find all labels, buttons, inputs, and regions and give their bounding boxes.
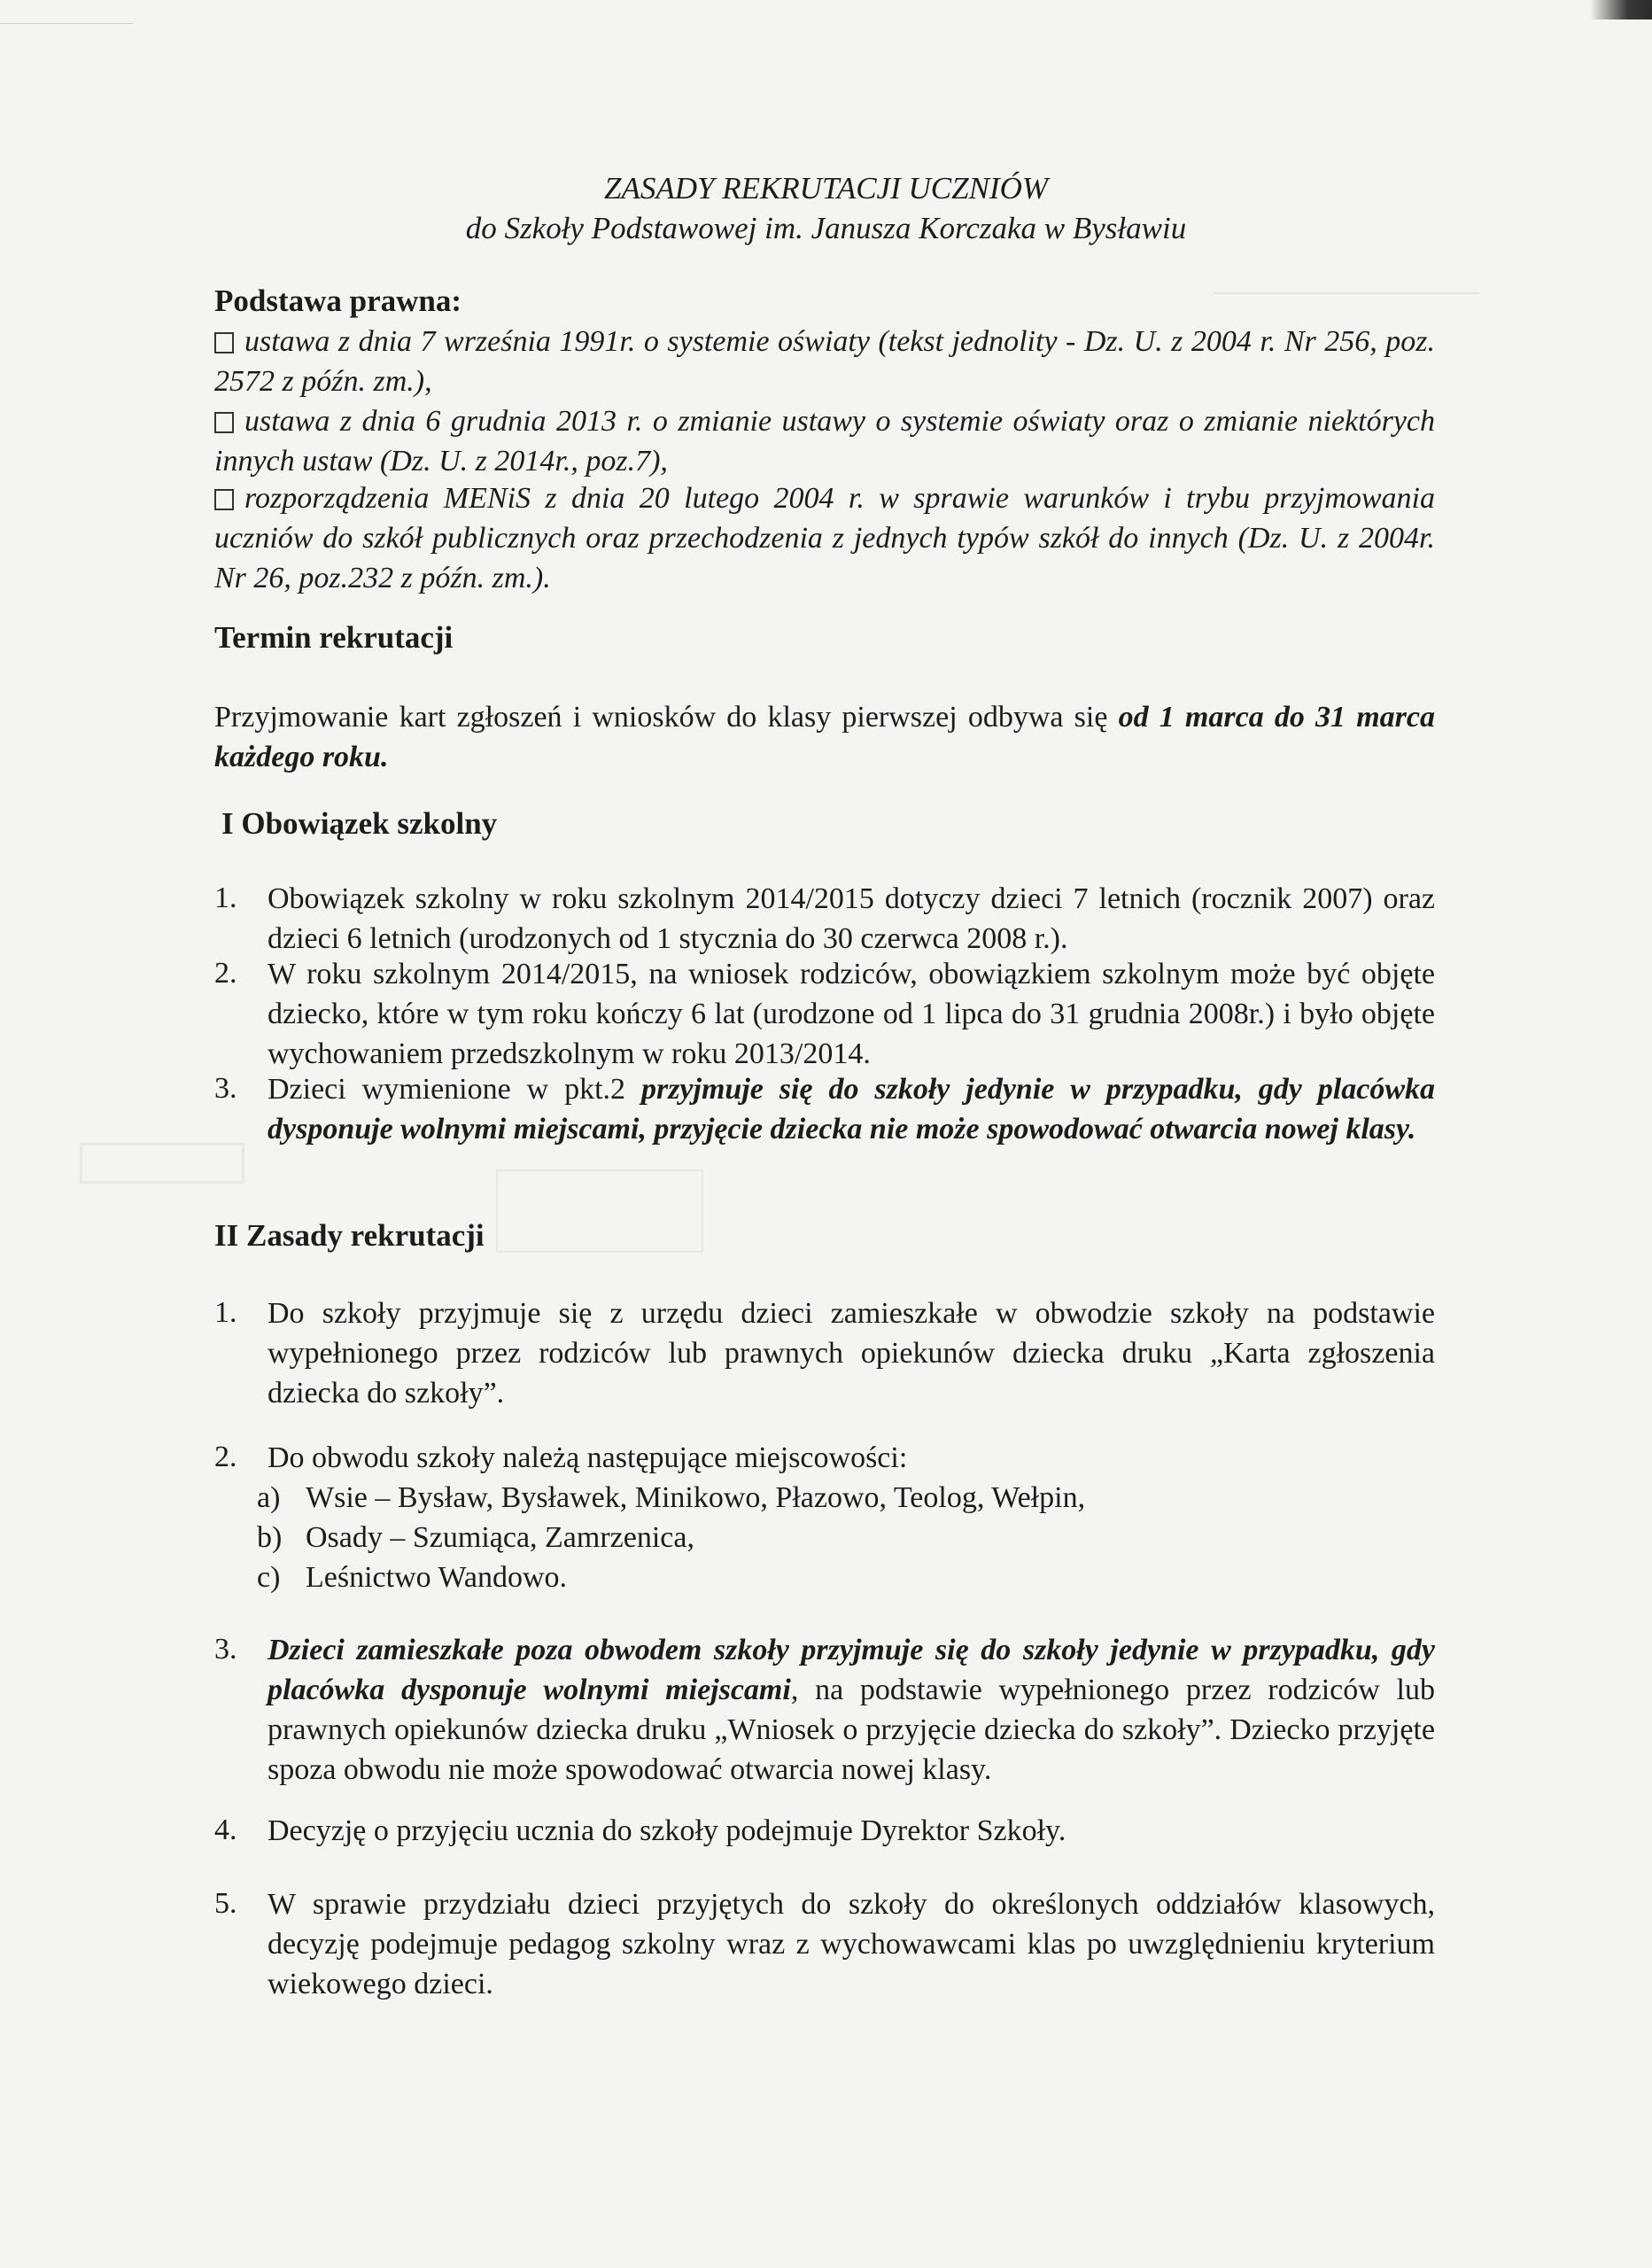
term-heading: Termin rekrutacji [214,620,454,655]
district-item-c: Leśnictwo Wandowo. [306,1561,568,1594]
district-letter-b: b) [257,1521,283,1554]
legal-basis-heading: Podstawa prawna: [214,284,462,318]
section-2-item-5-text: W sprawie przydziału dzieci przyjętych do szkoły do określonych oddziałów klasowych, decyzję podejmuje pedagog szkolny wraz z wychowawcami klas po uwzględnieniu kryterium wiekowego dzieci. [268,1888,1435,2000]
section-1-heading: I Obowiązek szkolny [221,806,498,841]
district-letter-a: a) [257,1481,281,1514]
checkbox-icon [214,332,234,353]
document-subtitle: do Szkoły Podstawowej im. Janusza Korczaka w Bysławiu [465,211,1187,245]
section-2-item-2-number: 2. [214,1441,237,1473]
section-2-item-4-text: Decyzję o przyjęciu ucznia do szkoły podejmuje Dyrektor Szkoły. [268,1814,1066,1847]
document-title: ZASADY REKRUTACJI UCZNIÓW [603,171,1049,206]
legal-basis-item-2: ustawa z dnia 6 grudnia 2013 r. o zmianie ustawy o systemie oświaty oraz o zmianie niektórych innych ustaw (Dz. U. z 2014r., poz.7), [214,405,1435,478]
section-1-item-1-number: 1. [214,882,237,914]
section-1-item-2-number: 2. [214,957,237,990]
district-item-a: Wsie – Bysław, Bysławek, Minikowo, Płazowo, Teolog, Wełpin, [306,1481,1086,1514]
district-letter-c: c) [257,1561,281,1594]
section-2-item-3-text: Dzieci zamieszkałe poza obwodem szkoły przyjmuje się do szkoły jedynie w przypadku, gdy placówka dysponuje wolnymi miejscami, na podstawie wypełnionego przez rodziców lub prawnych opiekunów dziecka druku „Wniosek o przyjęcie dziecka do szkoły”. Dziecko przyjęte spoza obwodu nie może spowodować otwarcia nowej klasy. [268,1634,1435,1786]
section-1-item-2-text: W roku szkolnym 2014/2015, na wniosek rodziców, obowiązkiem szkolnym może być objęte dziecko, które w tym roku kończy 6 lat (urodzone od 1 lipca do 31 grudnia 2008r.) i było objęte wychowaniem przedszkolnym w roku 2013/2014. [268,958,1435,1070]
section-2-item-4-number: 4. [214,1814,237,1846]
term-paragraph: Przyjmowanie kart zgłoszeń i wniosków do klasy pierwszej odbywa się od 1 marca do 31 marca każdego roku. [214,701,1435,773]
section-1-item-1-text: Obowiązek szkolny w roku szkolnym 2014/2015 dotyczy dzieci 7 letnich (rocznik 2007) oraz dzieci 6 letnich (urodzonych od 1 stycznia do 30 czerwca 2008 r.). [268,882,1435,955]
section-2-item-5-number: 5. [214,1887,237,1920]
district-item-b: Osady – Szumiąca, Zamrzenica, [306,1521,694,1554]
section-1-item-3-text: Dzieci wymienione w pkt.2 przyjmuje się do szkoły jedynie w przypadku, gdy placówka dysponuje wolnymi miejscami, przyjęcie dziecka nie może spowodować otwarcia nowej klasy. [268,1073,1435,1146]
show-through-artifact [80,1143,244,1184]
section-2-item-1-text: Do szkoły przyjmuje się z urzędu dzieci zamieszkałe w obwodzie szkoły na podstawie wypełnionego przez rodziców lub prawnych opiekunów dziecka druku „Karta zgłoszenia dziecka do szkoły”. [268,1297,1435,1410]
checkbox-icon [214,489,234,510]
show-through-artifact [496,1169,703,1253]
section-2-item-3-number: 3. [214,1633,237,1666]
section-2-heading: II Zasady rekrutacji [214,1218,485,1253]
scan-artifact-line [0,23,133,24]
checkbox-icon [214,412,234,433]
section-1-item-3-number: 3. [214,1072,237,1105]
section-2-item-1-number: 1. [214,1296,237,1329]
legal-basis-item-1: ustawa z dnia 7 września 1991r. o systemie oświaty (tekst jednolity - Dz. U. z 2004 r. Nr 256, poz. 2572 z późn. zm.), [214,325,1435,398]
section-2-item-2-text: Do obwodu szkoły należą następujące miejscowości: [268,1441,908,1474]
legal-basis-item-3: rozporządzenia MENiS z dnia 20 lutego 2004 r. w sprawie warunków i trybu przyjmowania uczniów do szkół publicznych oraz przechodzenia z jednych typów szkół do innych (Dz. U. z 2004r. Nr 26, poz.232 z późn. zm.). [214,482,1435,594]
scan-edge-shadow [1590,0,1652,19]
